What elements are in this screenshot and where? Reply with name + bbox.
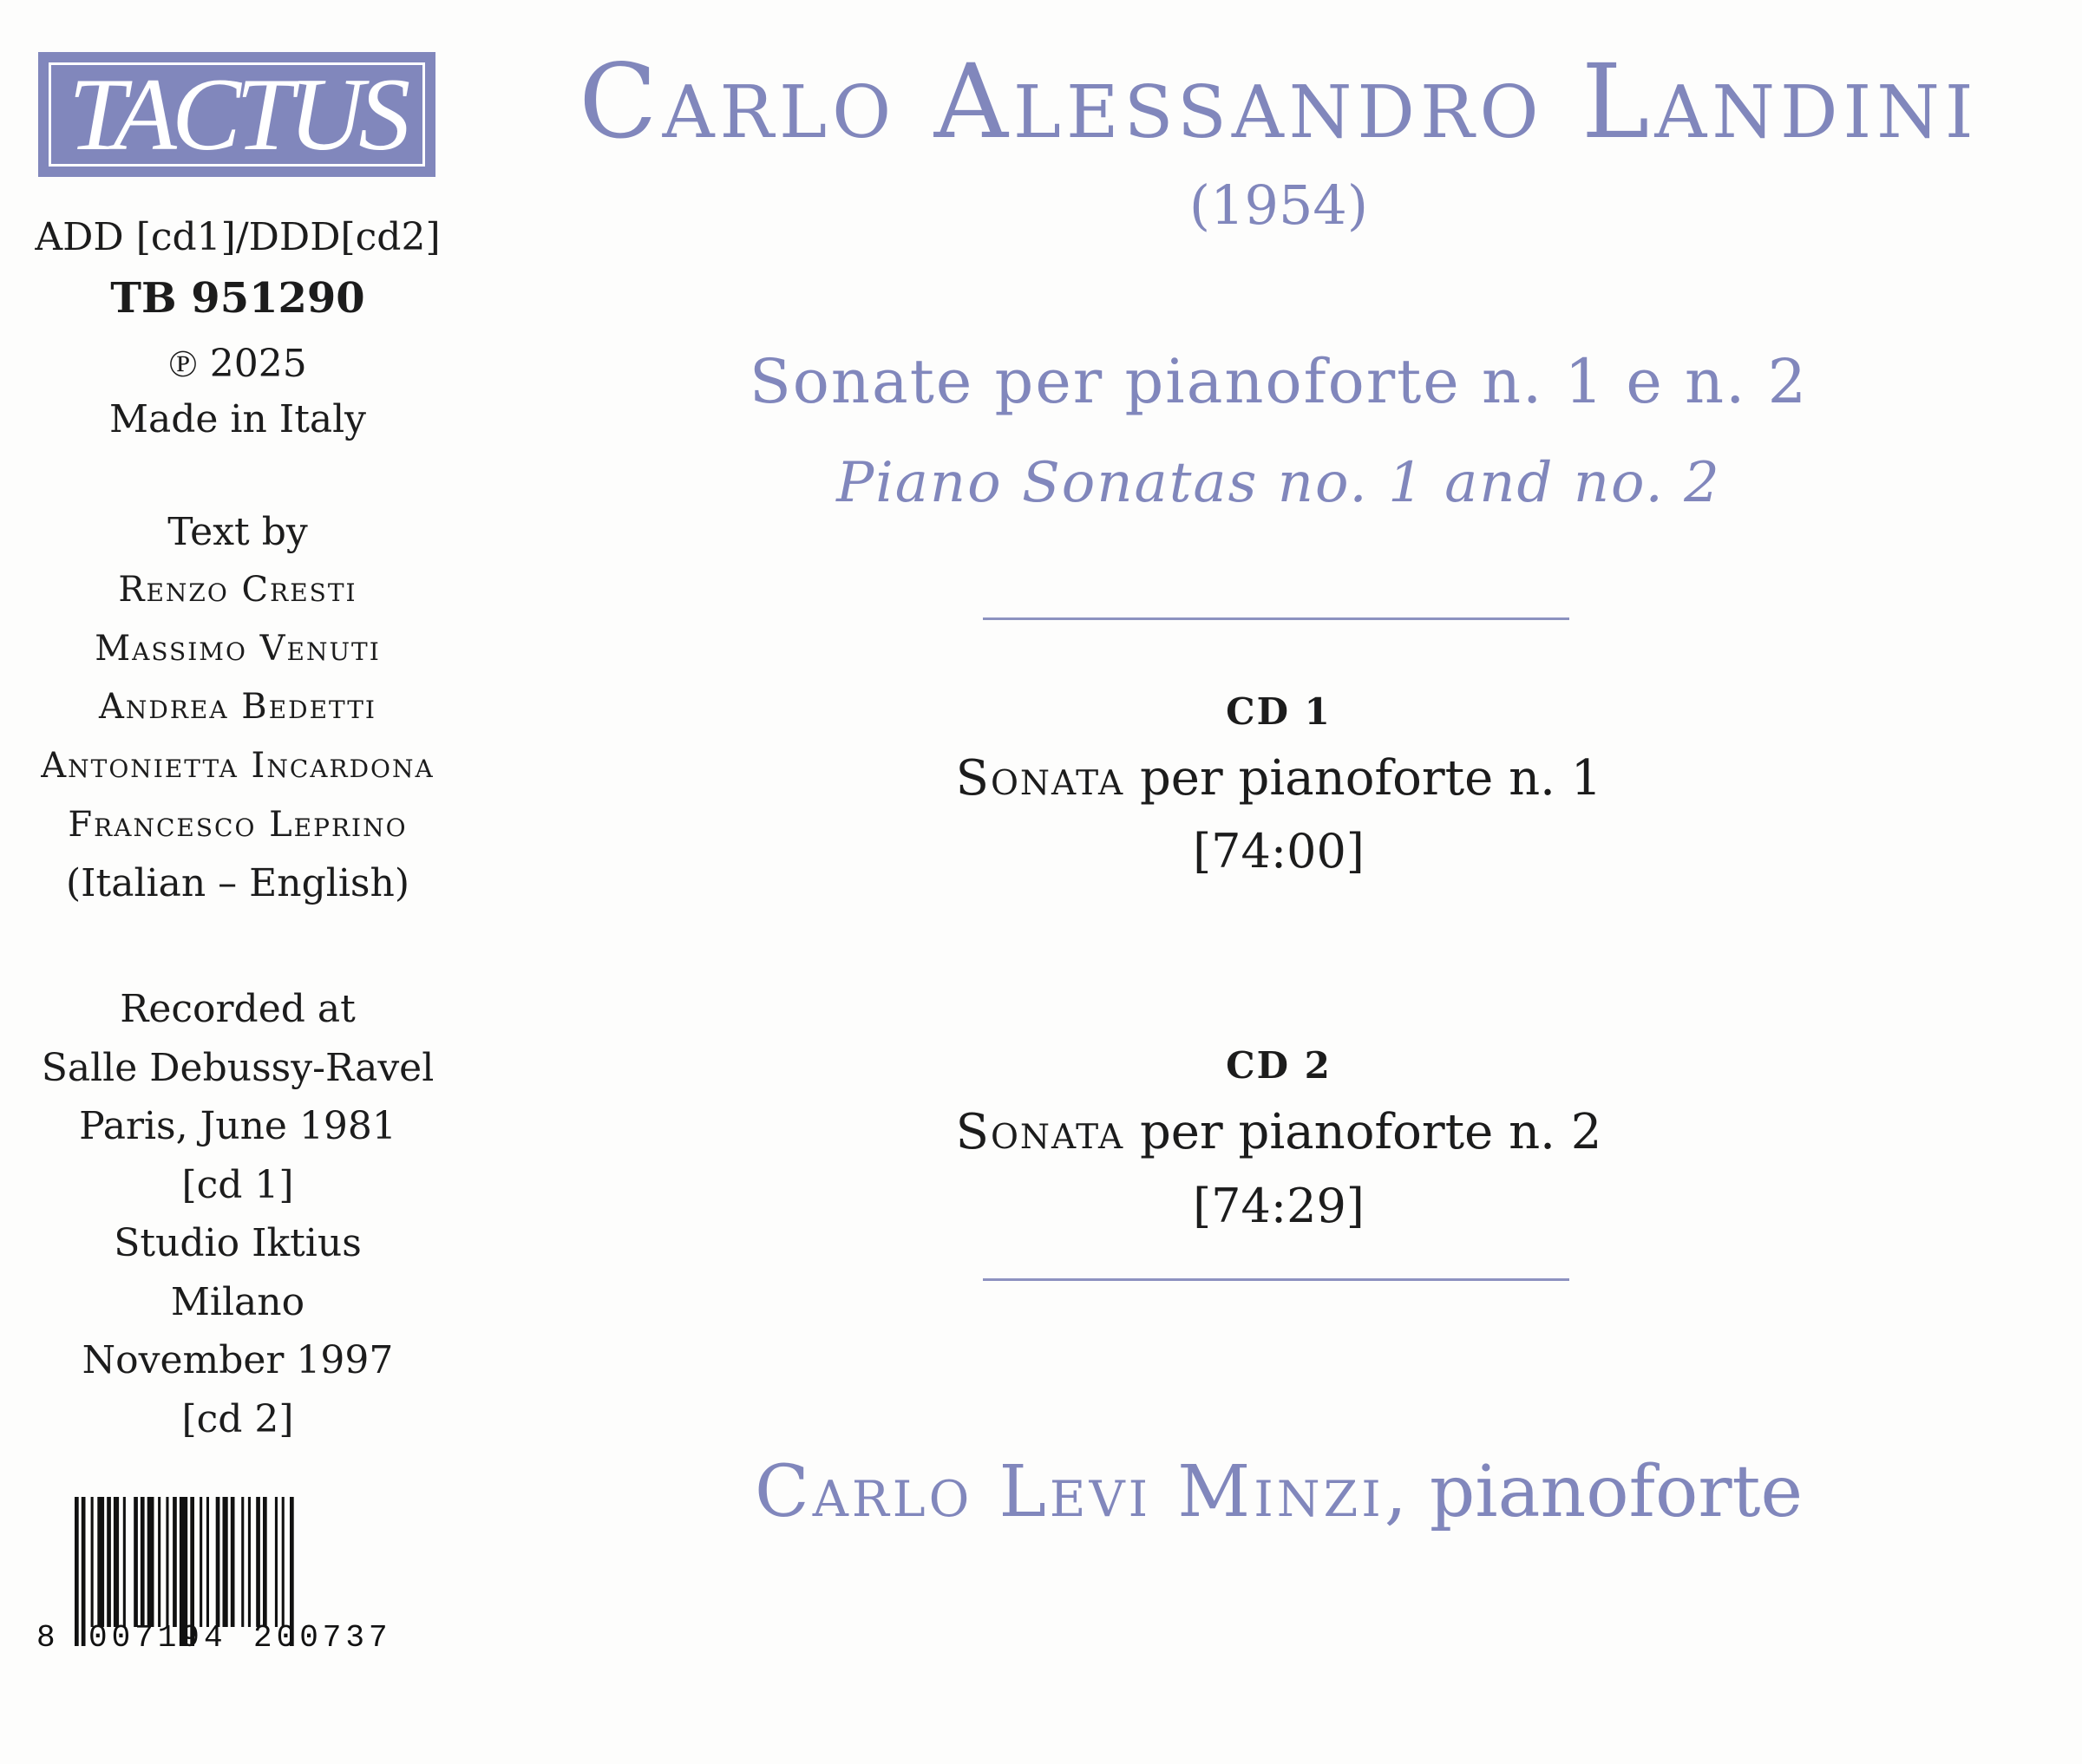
- barcode-bar: [166, 1497, 168, 1627]
- cd-label: CD 2: [1226, 1044, 1332, 1087]
- barcode-bar: [256, 1497, 260, 1627]
- format-info: ADD [cd1]/DDD[cd2]: [35, 215, 441, 259]
- performer: [475, 1451, 2082, 1533]
- made-in: Made in Italy: [108, 397, 367, 441]
- text-by-label: Text by: [167, 510, 308, 554]
- barcode-bar: [97, 1497, 104, 1627]
- composer-year: (1954): [1188, 173, 1369, 237]
- barcode-bar: [134, 1497, 138, 1627]
- barcode-digits: 007194: [88, 1620, 227, 1653]
- work-rest: per pianoforte n. 1: [1124, 750, 1602, 807]
- barcode-bar: [141, 1497, 145, 1627]
- barcode-digits: 200737: [253, 1620, 392, 1653]
- barcode-bar: [231, 1497, 235, 1627]
- cd-work: [475, 750, 2082, 807]
- barcode: [35, 1497, 425, 1653]
- barcode-bar: [158, 1497, 160, 1627]
- work-rest: per pianoforte n. 2: [1124, 1104, 1602, 1160]
- barcode-bar: [275, 1497, 278, 1627]
- barcode-bar: [248, 1497, 251, 1627]
- author: Antonietta Incardona: [41, 746, 435, 786]
- barcode-bar: [241, 1497, 244, 1627]
- barcode-bar: [200, 1497, 202, 1627]
- author: Francesco Leprino: [68, 805, 408, 845]
- barcode-bar: [114, 1497, 119, 1627]
- barcode-bar: [282, 1497, 285, 1627]
- album-title-english: Piano Sonatas no. 1 and no. 2: [836, 451, 1721, 515]
- cd-duration: [74:00]: [1193, 824, 1365, 879]
- cd-duration: [74:29]: [1193, 1179, 1365, 1233]
- recording-line: Paris, June 1981: [79, 1104, 396, 1148]
- work-lead: Sonata: [955, 750, 1125, 807]
- cd-label: CD 1: [1226, 690, 1332, 733]
- barcode-bar: [223, 1497, 228, 1627]
- barcode-bar: [216, 1497, 220, 1627]
- performer-name: Carlo Levi Minzi: [754, 1451, 1385, 1533]
- divider: [983, 1278, 1569, 1281]
- barcode-bar: [123, 1497, 126, 1627]
- recording-line: [cd 2]: [181, 1397, 294, 1441]
- author: Renzo Cresti: [118, 570, 357, 610]
- barcode-bar: [206, 1497, 209, 1627]
- catalog-number: TB 951290: [110, 274, 365, 323]
- recording-line: [cd 1]: [181, 1163, 294, 1207]
- performer-role: , pianoforte: [1384, 1451, 1804, 1533]
- barcode-bar: [75, 1497, 79, 1646]
- composer-name: Carlo Alessandro Landini: [579, 42, 1979, 161]
- languages: (Italian – English): [66, 861, 409, 905]
- logo-text: TACTUS: [49, 62, 425, 167]
- recording-line: Salle Debussy-Ravel: [41, 1046, 435, 1090]
- barcode-bar: [173, 1497, 177, 1627]
- cd-work: [475, 1104, 2082, 1160]
- barcode-bar: [107, 1497, 111, 1627]
- recording-line: Recorded at: [120, 987, 356, 1031]
- divider: [983, 617, 1569, 620]
- barcode-bar: [263, 1497, 267, 1627]
- work-lead: Sonata: [955, 1104, 1125, 1160]
- copyright: ℗ 2025: [168, 342, 307, 386]
- barcode-bar: [91, 1497, 94, 1627]
- barcode-bar: [147, 1497, 154, 1627]
- recording-line: Studio Iktius: [114, 1221, 362, 1265]
- barcode-digit: 8: [36, 1620, 56, 1653]
- tactus-logo: [38, 52, 435, 177]
- recording-line: Milano: [170, 1280, 305, 1324]
- author: Massimo Venuti: [95, 629, 381, 669]
- author: Andrea Bedetti: [99, 687, 376, 727]
- album-title-italian: Sonate per pianoforte n. 1 e n. 2: [749, 346, 1809, 417]
- barcode-bar: [82, 1497, 86, 1646]
- recording-line: November 1997: [82, 1338, 394, 1382]
